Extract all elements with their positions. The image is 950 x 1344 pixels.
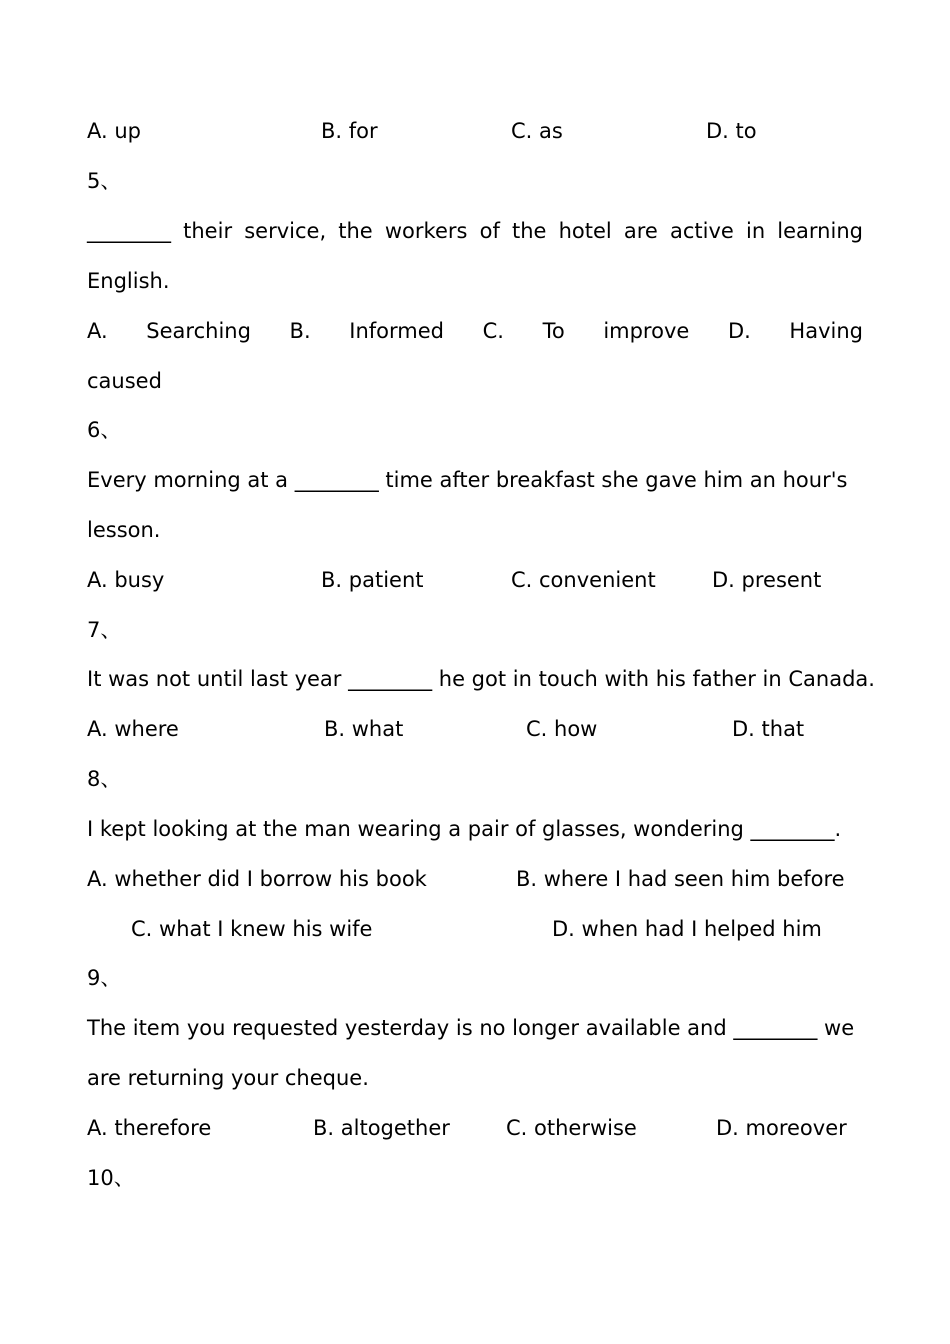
q5-option-word: A. xyxy=(87,319,108,343)
q7-number: 7、 xyxy=(87,618,122,642)
q5-word: in xyxy=(745,219,766,243)
q5-option-word: D. xyxy=(727,319,751,343)
q5-word: learning xyxy=(777,219,863,243)
q4-option-a: A. up xyxy=(87,119,141,143)
q8-option-d: D. when had I helped him xyxy=(552,917,822,941)
q4-option-b: B. for xyxy=(321,119,378,143)
q9-number: 9、 xyxy=(87,966,122,990)
q5-option-word: Informed xyxy=(349,319,444,343)
q5-stem-line2: English. xyxy=(87,269,170,293)
q5-word: are xyxy=(623,219,658,243)
q5-number: 5、 xyxy=(87,169,122,193)
q4-option-d: D. to xyxy=(706,119,757,143)
q5-word: their xyxy=(183,219,233,243)
q5-options-line2: caused xyxy=(87,369,162,393)
q6-option-a: A. busy xyxy=(87,568,165,592)
q6-option-c: C. convenient xyxy=(511,568,656,592)
q5-word: service, xyxy=(244,219,327,243)
q9-stem-line1: The item you requested yesterday is no longer available and ________ we xyxy=(87,1016,855,1040)
q5-word: active xyxy=(670,219,734,243)
q8-stem: I kept looking at the man wearing a pair of glasses, wondering ________. xyxy=(87,817,842,841)
q5-word: ________ xyxy=(87,219,171,243)
q5-word: the xyxy=(511,219,547,243)
q7-option-d: D. that xyxy=(732,717,805,741)
q7-option-c: C. how xyxy=(526,717,598,741)
q5-stem-line1 xyxy=(87,221,863,242)
q7-stem: It was not until last year ________ he got in touch with his father in Canada. xyxy=(87,667,875,691)
q9-option-d: D. moreover xyxy=(716,1116,847,1140)
q6-stem-line1: Every morning at a ________ time after breakfast she gave him an hour's xyxy=(87,468,848,492)
q9-option-a: A. therefore xyxy=(87,1116,212,1140)
q9-option-b: B. altogether xyxy=(313,1116,450,1140)
q4-option-c: C. as xyxy=(511,119,563,143)
q9-stem-line2: are returning your cheque. xyxy=(87,1066,369,1090)
q7-option-a: A. where xyxy=(87,717,179,741)
q5-option-word: improve xyxy=(603,319,690,343)
q5-option-word: Having xyxy=(789,319,863,343)
q10-number: 10、 xyxy=(87,1166,135,1190)
q6-number: 6、 xyxy=(87,418,122,442)
q5-options-line1 xyxy=(87,321,863,342)
q8-option-c: C. what I knew his wife xyxy=(131,917,373,941)
q5-option-word: To xyxy=(542,319,565,343)
q8-option-b: B. where I had seen him before xyxy=(516,867,845,891)
q9-option-c: C. otherwise xyxy=(506,1116,637,1140)
q5-option-word: B. xyxy=(289,319,311,343)
q5-option-word: Searching xyxy=(146,319,251,343)
q8-number: 8、 xyxy=(87,767,122,791)
q5-word: of xyxy=(479,219,500,243)
q8-option-a: A. whether did I borrow his book xyxy=(87,867,427,891)
q6-stem-line2: lesson. xyxy=(87,518,161,542)
q5-word: the xyxy=(338,219,373,243)
q6-option-d: D. present xyxy=(712,568,822,592)
q6-option-b: B. patient xyxy=(321,568,424,592)
q7-option-b: B. what xyxy=(324,717,404,741)
q5-word: hotel xyxy=(558,219,612,243)
q5-option-word: C. xyxy=(482,319,504,343)
q5-word: workers xyxy=(384,219,468,243)
